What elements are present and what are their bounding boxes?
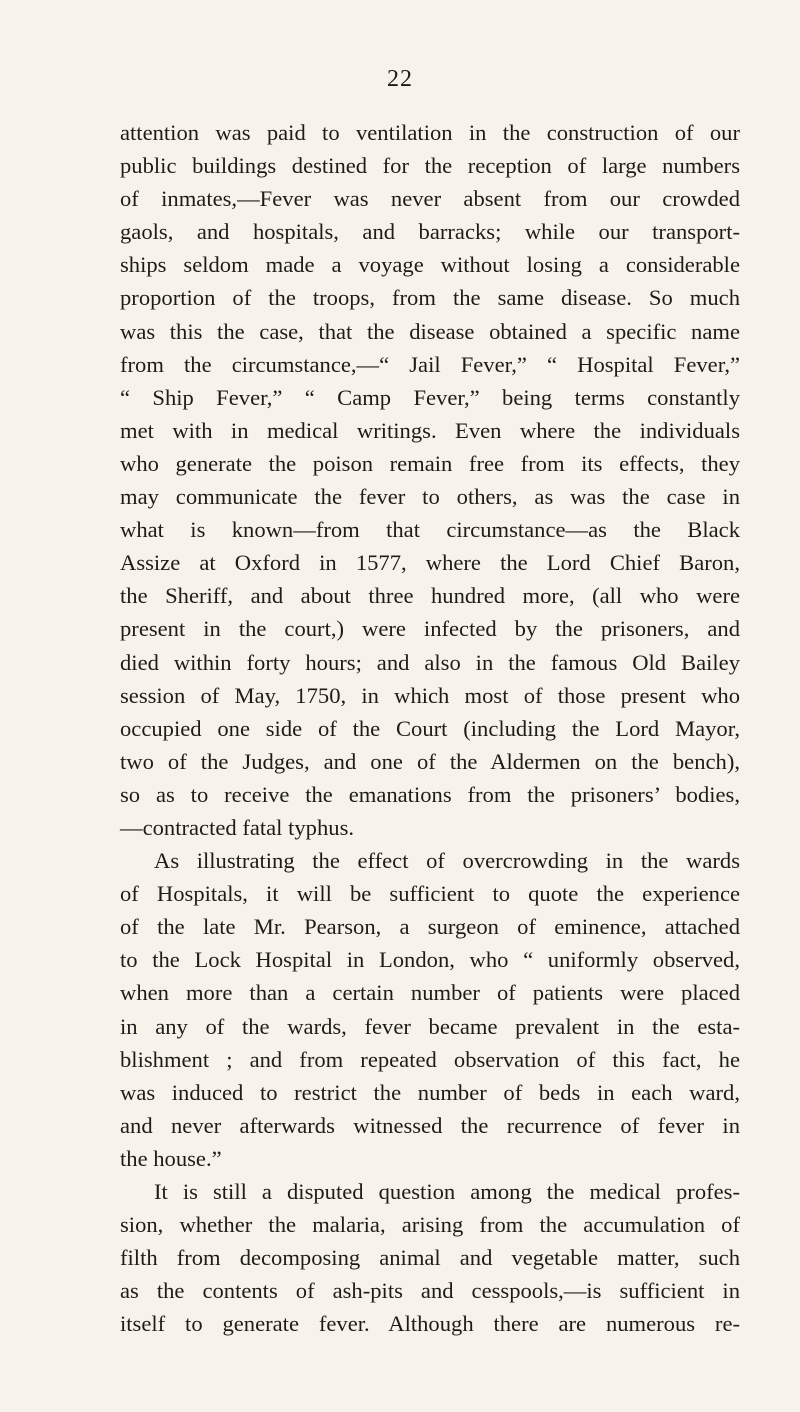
- text-line: itself to generate fever. Although there are numerous re-: [120, 1311, 740, 1337]
- text-line: was induced to restrict the number of beds in each ward,: [120, 1079, 740, 1105]
- text-line: from the circumstance,—“ Jail Fever,” “ Hospital Fever,”: [120, 351, 740, 377]
- text-line: “ Ship Fever,” “ Camp Fever,” being terms constantly: [120, 384, 740, 410]
- text-line: of the late Mr. Pearson, a surgeon of eminence, attached: [120, 914, 740, 940]
- text-line: two of the Judges, and one of the Aldermen on the bench),: [120, 748, 740, 774]
- text-line: ships seldom made a voyage without losing a considerable: [120, 252, 740, 278]
- text-line: and never afterwards witnessed the recurrence of fever in: [120, 1112, 740, 1138]
- text-line: met with in medical writings. Even where the individuals: [120, 417, 740, 443]
- text-line: when more than a certain number of patients were placed: [120, 980, 740, 1006]
- text-line: —contracted fatal typhus.: [120, 814, 355, 840]
- text-line: who generate the poison remain free from its effects, they: [120, 450, 740, 476]
- text-line: sion, whether the malaria, arising from the accumulation of: [120, 1212, 740, 1238]
- text-line: session of May, 1750, in which most of those present who: [120, 682, 740, 708]
- text-line: may communicate the fever to others, as was the case in: [120, 484, 740, 510]
- text-line: As illustrating the effect of overcrowding in the wards: [154, 848, 740, 874]
- text-line: was this the case, that the disease obtained a specific name: [120, 318, 740, 344]
- text-line: the house.”: [120, 1145, 222, 1171]
- text-line: to the Lock Hospital in London, who “ uniformly observed,: [120, 947, 740, 973]
- text-line: died within forty hours; and also in the famous Old Bailey: [120, 649, 740, 675]
- text-line: attention was paid to ventilation in the construction of our: [120, 120, 740, 145]
- text-line: what is known—from that circumstance—as the Black: [120, 517, 740, 543]
- text-line: as the contents of ash-pits and cesspools,—is sufficient in: [120, 1278, 740, 1304]
- text-line: blishment ; and from repeated observation of this fact, he: [120, 1046, 740, 1072]
- text-line: Assize at Oxford in 1577, where the Lord Chief Baron,: [120, 550, 740, 576]
- text-line: gaols, and hospitals, and barracks; while our transport-: [120, 219, 740, 245]
- text-line: the Sheriff, and about three hundred more, (all who were: [120, 583, 740, 609]
- page-number: 22: [387, 66, 413, 92]
- text-line: of inmates,—Fever was never absent from our crowded: [120, 186, 740, 212]
- text-line: proportion of the troops, from the same disease. So much: [120, 285, 740, 311]
- body-text: [120, 116, 740, 1340]
- text-line: public buildings destined for the reception of large numbers: [120, 153, 740, 179]
- text-line: It is still a disputed question among the medical profes-: [154, 1179, 740, 1204]
- text-line: present in the court,) were infected by the prisoners, and: [120, 616, 740, 642]
- text-line: of Hospitals, it will be sufficient to quote the experience: [120, 881, 740, 907]
- text-line: filth from decomposing animal and vegetable matter, such: [120, 1245, 740, 1271]
- text-line: in any of the wards, fever became prevalent in the esta-: [120, 1013, 740, 1039]
- text-line: so as to receive the emanations from the prisoners’ bodies,: [120, 781, 740, 807]
- text-line: occupied one side of the Court (including the Lord Mayor,: [120, 715, 740, 741]
